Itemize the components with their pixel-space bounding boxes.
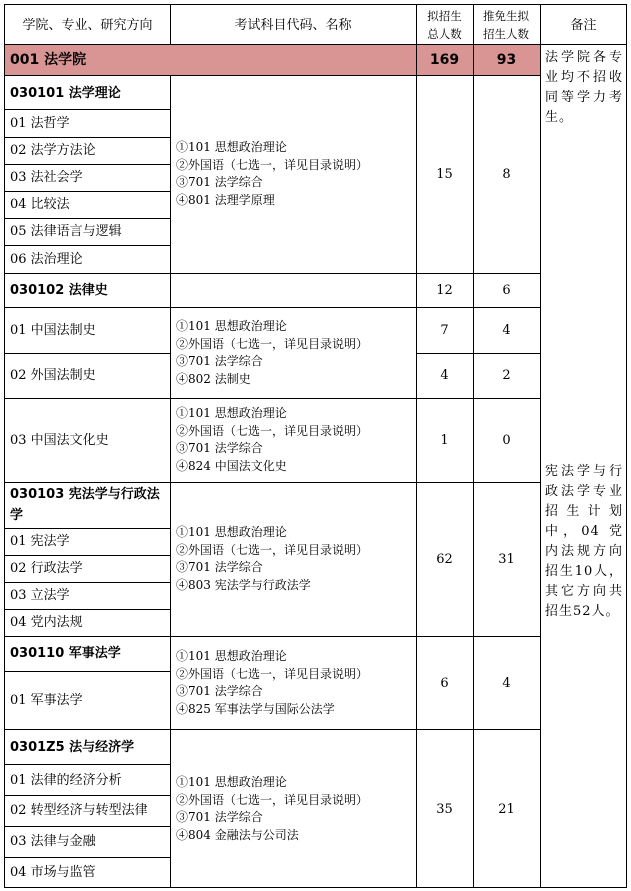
table-rule [5,582,170,583]
header-subjects: 考试科目代码、名称 [234,17,352,33]
table-rule [5,857,170,858]
major-planned: 62 [436,551,453,567]
table-rule [5,528,170,529]
table-rule [5,729,540,730]
exam-subjects: ①101 思想政治理论 ②外国语（七选一，详见目录说明） ③701 法学综合 ④802 法制史 [176,319,369,386]
major-planned: 6 [440,675,449,691]
table-rule [5,398,540,399]
table-rule [416,4,417,888]
major-title: 030102 法律史 [10,283,108,298]
direction-exempt: 0 [502,432,511,448]
major-exempt: 21 [498,801,515,817]
direction-item: 04 比较法 [10,197,70,212]
major-exempt: 31 [498,551,515,567]
table-rule [5,764,170,765]
header-planned: 拟招生 总人数 [427,9,462,41]
table-rule [5,109,170,110]
major-planned: 15 [436,166,453,182]
direction-exempt: 4 [502,323,511,338]
direction-item: 01 法律的经济分析 [10,772,122,788]
table-rule [5,137,170,138]
major-exempt: 4 [502,675,511,691]
table-rule [5,164,170,165]
exam-subjects: ①101 思想政治理论 ②外国语（七选一，详见目录说明） ③701 法学综合 ④824 中国法文化史 [176,406,369,473]
direction-item: 01 军事法学 [10,693,83,708]
table-rule [5,353,170,354]
direction-item: 06 法治理论 [10,251,83,267]
table-rule [540,4,541,888]
major-planned: 12 [436,283,453,298]
table-rule [5,44,627,45]
exam-subjects: ①101 思想政治理论 ②外国语（七选一，详见目录说明） ③701 法学综合 ④801 法理学原理 [176,140,369,207]
direction-planned: 4 [440,368,449,383]
direction-item: 04 市场与监管 [10,864,96,880]
exam-subjects: ①101 思想政治理论 ②外国语（七选一，详见目录说明） ③701 法学综合 ④803 宪法学与行政法学 [176,525,369,592]
table-rule [5,636,540,637]
table-rule [5,609,170,610]
table-rule [5,273,540,274]
direction-exempt: 2 [502,368,511,383]
major-title: 030101 法学理论 [10,85,121,101]
table-rule [5,75,540,76]
direction-item: 03 立法学 [10,588,70,603]
table-rule [5,218,170,219]
direction-planned: 7 [440,323,449,338]
header-college: 学院、专业、研究方向 [22,17,153,33]
table-rule [5,826,170,827]
college-exempt: 93 [496,51,517,68]
direction-item: 01 宪法学 [10,534,70,549]
direction-item: 02 外国法制史 [10,368,96,383]
major-planned: 35 [436,801,453,817]
table-rule [473,4,474,888]
table-rule [5,671,170,672]
direction-item: 05 法律语言与逻辑 [10,224,122,239]
table-rule [626,4,627,888]
direction-planned: 1 [440,432,449,448]
table-rule [5,307,540,308]
table-rule [5,245,170,246]
direction-item: 02 转型经济与转型法律 [10,803,148,818]
exam-subjects: ①101 思想政治理论 ②外国语（七选一，详见目录说明） ③701 法学综合 ④825 军事法学与国际公法学 [176,649,369,716]
college-name: 001 法学院 [10,51,87,68]
college-planned: 169 [429,51,460,68]
direction-item: 04 党内法规 [10,615,83,630]
direction-item: 03 中国法文化史 [10,432,109,448]
major-exempt: 8 [502,166,511,182]
major-title: 0301Z5 法与经济学 [10,740,135,755]
direction-item: 01 法哲学 [10,116,70,131]
direction-item: 03 法社会学 [10,170,83,185]
direction-item: 02 法学方法论 [10,143,96,158]
major-title: 030103 宪法学与行政法学 [10,487,160,523]
header-remarks: 备注 [570,17,597,33]
table-rule [170,4,171,45]
table-rule [5,795,170,796]
table-rule [5,4,627,5]
table-rule [416,353,540,354]
table-rule [5,887,627,888]
direction-item: 02 行政法学 [10,561,83,576]
table-rule [4,4,5,888]
remark-constitutional-law: 宪法学与行政法学专业招生计划中，04 党内法规方向招生10人，其它方向共招生52人。 [545,464,623,619]
major-title: 030110 军事法学 [10,646,121,661]
table-rule [170,75,171,887]
remark-no-equivalent: 法学院各专业均不招收同等学力考生。 [545,50,623,125]
table-rule [5,482,540,483]
major-exempt: 6 [502,283,511,298]
table-rule [5,191,170,192]
exam-subjects: ①101 思想政治理论 ②外国语（七选一，详见目录说明） ③701 法学综合 ④804 金融法与公司法 [176,775,369,842]
header-exempt: 推免生拟 招生人数 [483,9,529,41]
direction-item: 01 中国法制史 [10,323,96,338]
direction-item: 03 法律与金融 [10,834,96,849]
table-rule [5,555,170,556]
